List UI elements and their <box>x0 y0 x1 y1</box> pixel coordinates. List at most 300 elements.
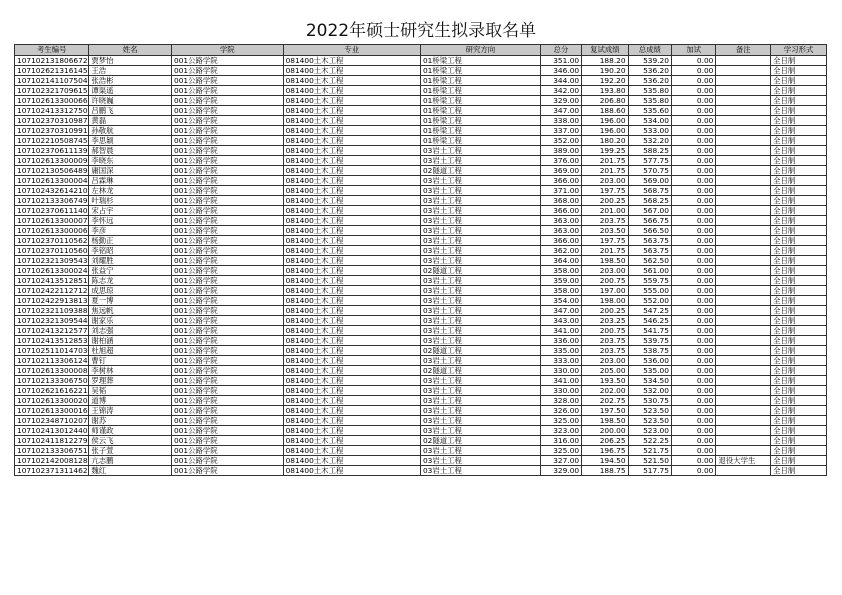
extra-score-cell: 0.00 <box>671 236 715 246</box>
final-score-cell: 532.00 <box>628 386 671 396</box>
total-score-cell: 369.00 <box>540 166 581 176</box>
direction-cell: 03岩土工程 <box>420 306 540 316</box>
exam-id-cell: 107102613300006 <box>15 226 89 236</box>
retest-score-cell: 203.00 <box>582 176 628 186</box>
final-score-cell: 530.75 <box>628 396 671 406</box>
exam-id-cell: 107102370611140 <box>15 206 89 216</box>
remark-cell <box>716 96 771 106</box>
exam-id-cell: 107102413212577 <box>15 326 89 336</box>
name-cell: 李怀远 <box>89 216 172 226</box>
study-mode-cell: 全日制 <box>771 76 827 86</box>
name-cell: 张益宁 <box>89 266 172 276</box>
retest-score-cell: 188.75 <box>582 466 628 476</box>
major-cell: 081400土木工程 <box>283 246 420 256</box>
study-mode-cell: 全日制 <box>771 106 827 116</box>
final-score-cell: 568.25 <box>628 196 671 206</box>
extra-score-cell: 0.00 <box>671 316 715 326</box>
name-cell: 道博 <box>89 396 172 406</box>
exam-id-cell: 107102413512853 <box>15 336 89 346</box>
extra-score-cell: 0.00 <box>671 286 715 296</box>
college-cell: 001公路学院 <box>172 146 284 156</box>
final-score-cell: 563.75 <box>628 246 671 256</box>
table-row <box>15 166 827 176</box>
remark-cell <box>716 126 771 136</box>
extra-score-cell: 0.00 <box>671 146 715 156</box>
total-score-cell: 342.00 <box>540 86 581 96</box>
total-score-cell: 335.00 <box>540 346 581 356</box>
retest-score-cell: 200.00 <box>582 426 628 436</box>
direction-cell: 02隧道工程 <box>420 366 540 376</box>
remark-cell <box>716 116 771 126</box>
major-cell: 081400土木工程 <box>283 216 420 226</box>
table-row <box>15 196 827 206</box>
direction-cell: 03岩土工程 <box>420 336 540 346</box>
table-row <box>15 456 827 466</box>
exam-id-cell: 107102413312750 <box>15 106 89 116</box>
major-cell: 081400土木工程 <box>283 156 420 166</box>
table-row <box>15 356 827 366</box>
college-cell: 001公路学院 <box>172 86 284 96</box>
total-score-cell: 343.00 <box>540 316 581 326</box>
final-score-cell: 535.80 <box>628 96 671 106</box>
college-cell: 001公路学院 <box>172 226 284 236</box>
remark-cell <box>716 436 771 446</box>
remark-cell <box>716 396 771 406</box>
college-cell: 001公路学院 <box>172 466 284 476</box>
total-score-cell: 358.00 <box>540 286 581 296</box>
direction-cell: 03岩土工程 <box>420 216 540 226</box>
final-score-cell: 535.60 <box>628 106 671 116</box>
remark-cell <box>716 286 771 296</box>
direction-cell: 02隧道工程 <box>420 166 540 176</box>
study-mode-cell: 全日制 <box>771 456 827 466</box>
direction-cell: 01桥梁工程 <box>420 66 540 76</box>
final-score-cell: 577.75 <box>628 156 671 166</box>
major-cell: 081400土木工程 <box>283 256 420 266</box>
direction-cell: 01桥梁工程 <box>420 136 540 146</box>
retest-score-cell: 202.75 <box>582 396 628 406</box>
final-score-cell: 536.20 <box>628 76 671 86</box>
college-cell: 001公路学院 <box>172 206 284 216</box>
final-score-cell: 569.00 <box>628 176 671 186</box>
extra-score-cell: 0.00 <box>671 296 715 306</box>
direction-cell: 03岩土工程 <box>420 466 540 476</box>
name-cell: 吕霖琳 <box>89 176 172 186</box>
exam-id-cell: 107102511014703 <box>15 346 89 356</box>
major-cell: 081400土木工程 <box>283 376 420 386</box>
table-row <box>15 106 827 116</box>
study-mode-cell: 全日制 <box>771 346 827 356</box>
exam-id-cell: 107102131806672 <box>15 56 89 66</box>
study-mode-cell: 全日制 <box>771 296 827 306</box>
total-score-cell: 325.00 <box>540 416 581 426</box>
direction-cell: 03岩土工程 <box>420 426 540 436</box>
direction-cell: 03岩土工程 <box>420 316 540 326</box>
major-cell: 081400土木工程 <box>283 146 420 156</box>
col-header-total: 总分 <box>540 45 581 56</box>
total-score-cell: 330.00 <box>540 366 581 376</box>
final-score-cell: 588.25 <box>628 146 671 156</box>
final-score-cell: 546.25 <box>628 316 671 326</box>
retest-score-cell: 201.75 <box>582 166 628 176</box>
extra-score-cell: 0.00 <box>671 156 715 166</box>
college-cell: 001公路学院 <box>172 456 284 466</box>
remark-cell <box>716 446 771 456</box>
remark-cell <box>716 266 771 276</box>
table-row <box>15 306 827 316</box>
total-score-cell: 337.00 <box>540 126 581 136</box>
exam-id-cell: 107102321309544 <box>15 316 89 326</box>
name-cell: 成思琼 <box>89 286 172 296</box>
table-row <box>15 386 827 396</box>
major-cell: 081400土木工程 <box>283 336 420 346</box>
final-score-cell: 563.75 <box>628 236 671 246</box>
study-mode-cell: 全日制 <box>771 396 827 406</box>
retest-score-cell: 203.75 <box>582 216 628 226</box>
major-cell: 081400土木工程 <box>283 276 420 286</box>
study-mode-cell: 全日制 <box>771 166 827 176</box>
retest-score-cell: 203.00 <box>582 266 628 276</box>
name-cell: 叶瑞杉 <box>89 196 172 206</box>
total-score-cell: 366.00 <box>540 176 581 186</box>
total-score-cell: 323.00 <box>540 426 581 436</box>
extra-score-cell: 0.00 <box>671 266 715 276</box>
table-row <box>15 366 827 376</box>
exam-id-cell: 107102621616221 <box>15 386 89 396</box>
exam-id-cell: 107102411812279 <box>15 436 89 446</box>
study-mode-cell: 全日制 <box>771 66 827 76</box>
major-cell: 081400土木工程 <box>283 456 420 466</box>
col-header-exam-id: 考生编号 <box>15 45 89 56</box>
college-cell: 001公路学院 <box>172 196 284 206</box>
exam-id-cell: 107102370611139 <box>15 146 89 156</box>
final-score-cell: 533.00 <box>628 126 671 136</box>
name-cell: 郝智晨 <box>89 146 172 156</box>
name-cell: 焦远帆 <box>89 306 172 316</box>
name-cell: 许晓巍 <box>89 96 172 106</box>
final-score-cell: 568.75 <box>628 186 671 196</box>
name-cell: 吕鹏飞 <box>89 106 172 116</box>
retest-score-cell: 192.20 <box>582 76 628 86</box>
remark-cell <box>716 216 771 226</box>
table-row <box>15 336 827 346</box>
college-cell: 001公路学院 <box>172 366 284 376</box>
college-cell: 001公路学院 <box>172 156 284 166</box>
final-score-cell: 532.20 <box>628 136 671 146</box>
total-score-cell: 366.00 <box>540 236 581 246</box>
extra-score-cell: 0.00 <box>671 356 715 366</box>
college-cell: 001公路学院 <box>172 396 284 406</box>
direction-cell: 03岩土工程 <box>420 256 540 266</box>
major-cell: 081400土木工程 <box>283 416 420 426</box>
table-row <box>15 116 827 126</box>
total-score-cell: 329.00 <box>540 96 581 106</box>
final-score-cell: 522.25 <box>628 436 671 446</box>
remark-cell <box>716 146 771 156</box>
major-cell: 081400土木工程 <box>283 396 420 406</box>
final-score-cell: 539.20 <box>628 56 671 66</box>
extra-score-cell: 0.00 <box>671 466 715 476</box>
retest-score-cell: 201.75 <box>582 246 628 256</box>
study-mode-cell: 全日制 <box>771 356 827 366</box>
remark-cell <box>716 246 771 256</box>
admission-table <box>14 44 827 476</box>
retest-score-cell: 200.75 <box>582 276 628 286</box>
major-cell: 081400土木工程 <box>283 136 420 146</box>
total-score-cell: 371.00 <box>540 186 581 196</box>
name-cell: 吴韬 <box>89 386 172 396</box>
retest-score-cell: 198.50 <box>582 416 628 426</box>
college-cell: 001公路学院 <box>172 116 284 126</box>
major-cell: 081400土木工程 <box>283 196 420 206</box>
extra-score-cell: 0.00 <box>671 116 715 126</box>
remark-cell <box>716 236 771 246</box>
major-cell: 081400土木工程 <box>283 326 420 336</box>
extra-score-cell: 0.00 <box>671 456 715 466</box>
remark-cell <box>716 366 771 376</box>
exam-id-cell: 107102348710207 <box>15 416 89 426</box>
table-row <box>15 146 827 156</box>
table-row <box>15 126 827 136</box>
college-cell: 001公路学院 <box>172 106 284 116</box>
college-cell: 001公路学院 <box>172 326 284 336</box>
name-cell: 张子萱 <box>89 446 172 456</box>
name-cell: 左林龙 <box>89 186 172 196</box>
exam-id-cell: 107102613300009 <box>15 156 89 166</box>
total-score-cell: 341.00 <box>540 326 581 336</box>
total-score-cell: 347.00 <box>540 106 581 116</box>
major-cell: 081400土木工程 <box>283 206 420 216</box>
table-row <box>15 226 827 236</box>
major-cell: 081400土木工程 <box>283 386 420 396</box>
direction-cell: 01桥梁工程 <box>420 86 540 96</box>
name-cell: 王锦涛 <box>89 406 172 416</box>
college-cell: 001公路学院 <box>172 436 284 446</box>
total-score-cell: 346.00 <box>540 66 581 76</box>
remark-cell <box>716 186 771 196</box>
final-score-cell: 523.00 <box>628 426 671 436</box>
direction-cell: 03岩土工程 <box>420 196 540 206</box>
direction-cell: 02隧道工程 <box>420 436 540 446</box>
table-row <box>15 216 827 226</box>
name-cell: 谢苏 <box>89 416 172 426</box>
direction-cell: 03岩土工程 <box>420 246 540 256</box>
total-score-cell: 363.00 <box>540 216 581 226</box>
study-mode-cell: 全日制 <box>771 116 827 126</box>
exam-id-cell: 107102141107504 <box>15 76 89 86</box>
exam-id-cell: 107102370110560 <box>15 246 89 256</box>
exam-id-cell: 107102321309543 <box>15 256 89 266</box>
exam-id-cell: 107102413512851 <box>15 276 89 286</box>
name-cell: 曹钉 <box>89 356 172 366</box>
name-cell: 张浩彬 <box>89 76 172 86</box>
col-header-name: 姓名 <box>89 45 172 56</box>
col-header-direction: 研究方向 <box>420 45 540 56</box>
major-cell: 081400土木工程 <box>283 126 420 136</box>
retest-score-cell: 198.00 <box>582 296 628 306</box>
table-row <box>15 206 827 216</box>
major-cell: 081400土木工程 <box>283 176 420 186</box>
direction-cell: 01桥梁工程 <box>420 76 540 86</box>
extra-score-cell: 0.00 <box>671 346 715 356</box>
remark-cell <box>716 206 771 216</box>
total-score-cell: 354.00 <box>540 296 581 306</box>
college-cell: 001公路学院 <box>172 66 284 76</box>
table-row <box>15 316 827 326</box>
college-cell: 001公路学院 <box>172 446 284 456</box>
table-row <box>15 416 827 426</box>
total-score-cell: 341.00 <box>540 376 581 386</box>
retest-score-cell: 197.75 <box>582 186 628 196</box>
major-cell: 081400土木工程 <box>283 56 420 66</box>
extra-score-cell: 0.00 <box>671 306 715 316</box>
final-score-cell: 547.25 <box>628 306 671 316</box>
study-mode-cell: 全日制 <box>771 446 827 456</box>
college-cell: 001公路学院 <box>172 286 284 296</box>
remark-cell <box>716 276 771 286</box>
table-row <box>15 376 827 386</box>
final-score-cell: 517.75 <box>628 466 671 476</box>
remark-cell <box>716 66 771 76</box>
extra-score-cell: 0.00 <box>671 76 715 86</box>
total-score-cell: 351.00 <box>540 56 581 66</box>
final-score-cell: 521.50 <box>628 456 671 466</box>
total-score-cell: 359.00 <box>540 276 581 286</box>
name-cell: 李思颖 <box>89 136 172 146</box>
name-cell: 黄磊 <box>89 116 172 126</box>
total-score-cell: 325.00 <box>540 446 581 456</box>
name-cell: 庸国深 <box>89 166 172 176</box>
exam-id-cell: 107102413012440 <box>15 426 89 436</box>
remark-cell <box>716 466 771 476</box>
retest-score-cell: 190.20 <box>582 66 628 76</box>
table-row <box>15 346 827 356</box>
col-header-college: 学院 <box>172 45 284 56</box>
extra-score-cell: 0.00 <box>671 176 715 186</box>
extra-score-cell: 0.00 <box>671 56 715 66</box>
table-row <box>15 66 827 76</box>
final-score-cell: 541.75 <box>628 326 671 336</box>
major-cell: 081400土木工程 <box>283 226 420 236</box>
extra-score-cell: 0.00 <box>671 106 715 116</box>
college-cell: 001公路学院 <box>172 356 284 366</box>
direction-cell: 01桥梁工程 <box>420 56 540 66</box>
table-row <box>15 466 827 476</box>
extra-score-cell: 0.00 <box>671 86 715 96</box>
extra-score-cell: 0.00 <box>671 226 715 236</box>
retest-score-cell: 196.75 <box>582 446 628 456</box>
total-score-cell: 376.00 <box>540 156 581 166</box>
study-mode-cell: 全日制 <box>771 156 827 166</box>
direction-cell: 03岩土工程 <box>420 286 540 296</box>
retest-score-cell: 199.25 <box>582 146 628 156</box>
extra-score-cell: 0.00 <box>671 96 715 106</box>
exam-id-cell: 107102422913813 <box>15 296 89 306</box>
retest-score-cell: 188.60 <box>582 106 628 116</box>
retest-score-cell: 180.20 <box>582 136 628 146</box>
final-score-cell: 570.75 <box>628 166 671 176</box>
table-row <box>15 136 827 146</box>
remark-cell <box>716 256 771 266</box>
major-cell: 081400土木工程 <box>283 66 420 76</box>
extra-score-cell: 0.00 <box>671 66 715 76</box>
extra-score-cell: 0.00 <box>671 276 715 286</box>
retest-score-cell: 205.00 <box>582 366 628 376</box>
exam-id-cell: 107102133306751 <box>15 446 89 456</box>
extra-score-cell: 0.00 <box>671 166 715 176</box>
table-row <box>15 396 827 406</box>
exam-id-cell: 107102321709615 <box>15 86 89 96</box>
remark-cell <box>716 196 771 206</box>
major-cell: 081400土木工程 <box>283 366 420 376</box>
major-cell: 081400土木工程 <box>283 286 420 296</box>
total-score-cell: 333.00 <box>540 356 581 366</box>
extra-score-cell: 0.00 <box>671 326 715 336</box>
col-header-extra: 加试 <box>671 45 715 56</box>
total-score-cell: 316.00 <box>540 436 581 446</box>
study-mode-cell: 全日制 <box>771 206 827 216</box>
total-score-cell: 366.00 <box>540 206 581 216</box>
remark-cell <box>716 416 771 426</box>
study-mode-cell: 全日制 <box>771 86 827 96</box>
final-score-cell: 566.75 <box>628 216 671 226</box>
exam-id-cell: 107102130506489 <box>15 166 89 176</box>
final-score-cell: 566.50 <box>628 226 671 236</box>
exam-id-cell: 107102210508745 <box>15 136 89 146</box>
direction-cell: 03岩土工程 <box>420 276 540 286</box>
study-mode-cell: 全日制 <box>771 126 827 136</box>
remark-cell <box>716 76 771 86</box>
remark-cell <box>716 56 771 66</box>
study-mode-cell: 全日制 <box>771 406 827 416</box>
remark-cell <box>716 136 771 146</box>
college-cell: 001公路学院 <box>172 176 284 186</box>
college-cell: 001公路学院 <box>172 376 284 386</box>
exam-id-cell: 107102133306750 <box>15 376 89 386</box>
direction-cell: 03岩土工程 <box>420 186 540 196</box>
total-score-cell: 358.00 <box>540 266 581 276</box>
direction-cell: 03岩土工程 <box>420 396 540 406</box>
total-score-cell: 368.00 <box>540 196 581 206</box>
final-score-cell: 521.75 <box>628 446 671 456</box>
name-cell: 李铭昭 <box>89 246 172 256</box>
direction-cell: 02隧道工程 <box>420 266 540 276</box>
study-mode-cell: 全日制 <box>771 226 827 236</box>
exam-id-cell: 107102613300024 <box>15 266 89 276</box>
exam-id-cell: 107102621316145 <box>15 66 89 76</box>
name-cell: 宋占宇 <box>89 206 172 216</box>
direction-cell: 03岩土工程 <box>420 406 540 416</box>
retest-score-cell: 203.25 <box>582 316 628 326</box>
exam-id-cell: 107102613300008 <box>15 366 89 376</box>
major-cell: 081400土木工程 <box>283 86 420 96</box>
extra-score-cell: 0.00 <box>671 186 715 196</box>
direction-cell: 02隧道工程 <box>420 346 540 356</box>
remark-cell <box>716 386 771 396</box>
study-mode-cell: 全日制 <box>771 326 827 336</box>
direction-cell: 01桥梁工程 <box>420 126 540 136</box>
retest-score-cell: 203.75 <box>582 336 628 346</box>
direction-cell: 03岩土工程 <box>420 156 540 166</box>
college-cell: 001公路学院 <box>172 136 284 146</box>
exam-id-cell: 107102321109388 <box>15 306 89 316</box>
remark-cell <box>716 106 771 116</box>
major-cell: 081400土木工程 <box>283 466 420 476</box>
exam-id-cell: 107102422112712 <box>15 286 89 296</box>
final-score-cell: 523.50 <box>628 406 671 416</box>
remark-cell <box>716 226 771 236</box>
exam-id-cell: 107102613300016 <box>15 406 89 416</box>
